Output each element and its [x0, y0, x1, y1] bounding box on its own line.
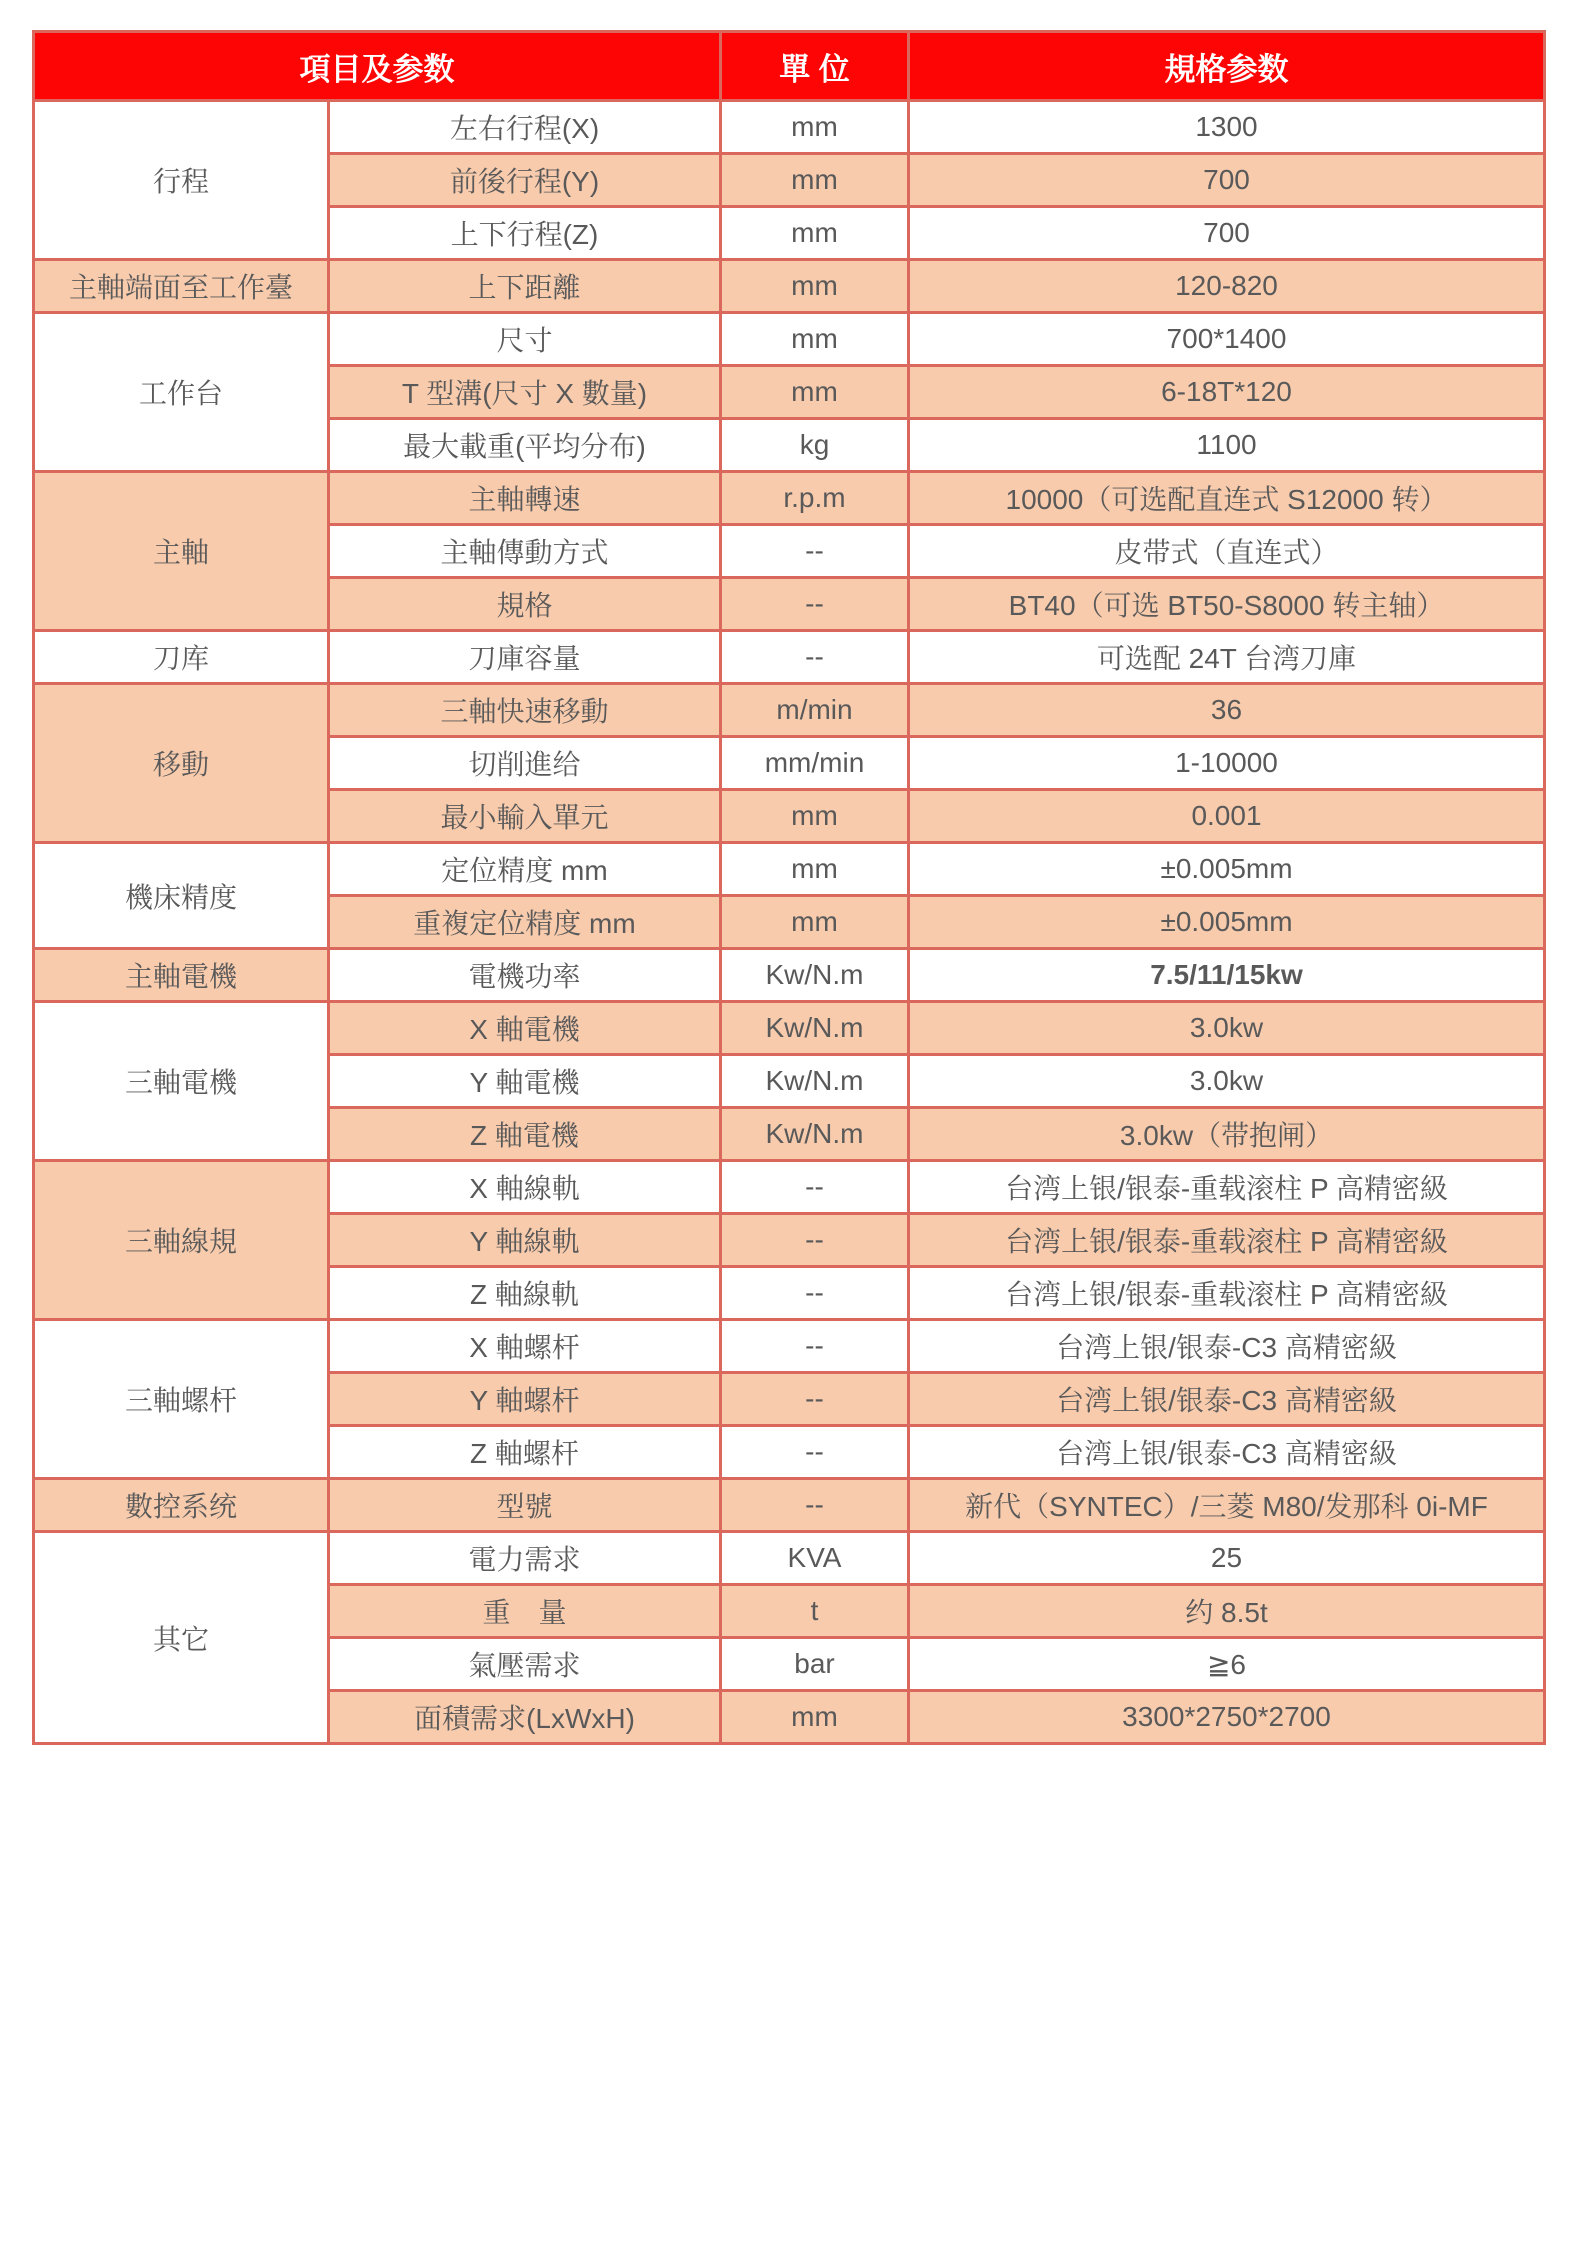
header-row: [34, 32, 1545, 101]
param-cell: Y 軸電機: [329, 1055, 721, 1108]
table-row: [34, 949, 1545, 1002]
param-cell: 三軸快速移動: [329, 684, 721, 737]
param-cell: 上下距離: [329, 260, 721, 313]
value-cell: 约 8.5t: [909, 1585, 1545, 1638]
value-cell: ±0.005mm: [909, 896, 1545, 949]
param-cell: 前後行程(Y): [329, 154, 721, 207]
value-cell: ±0.005mm: [909, 843, 1545, 896]
unit-cell: mm: [721, 260, 909, 313]
param-cell: 氣壓需求: [329, 1638, 721, 1691]
param-cell: 定位精度 mm: [329, 843, 721, 896]
value-cell: 1-10000: [909, 737, 1545, 790]
param-cell: 面積需求(LxWxH): [329, 1691, 721, 1744]
param-cell: 左右行程(X): [329, 101, 721, 154]
param-cell: 重 量: [329, 1585, 721, 1638]
unit-cell: --: [721, 1267, 909, 1320]
unit-cell: --: [721, 1161, 909, 1214]
unit-cell: --: [721, 1479, 909, 1532]
param-cell: 最大載重(平均分布): [329, 419, 721, 472]
category-cell: 工作台: [34, 313, 329, 472]
value-cell: 台湾上银/银泰-重载滚柱 P 高精密級: [909, 1161, 1545, 1214]
table-row: [34, 313, 1545, 366]
unit-cell: mm: [721, 1691, 909, 1744]
value-cell: 台湾上银/银泰-C3 高精密級: [909, 1426, 1545, 1479]
value-cell: 10000（可选配直连式 S12000 转）: [909, 472, 1545, 525]
param-cell: 主軸轉速: [329, 472, 721, 525]
unit-cell: Kw/N.m: [721, 1002, 909, 1055]
param-cell: 電力需求: [329, 1532, 721, 1585]
table-row: [34, 1479, 1545, 1532]
category-cell: 其它: [34, 1532, 329, 1744]
category-cell: 三軸螺杆: [34, 1320, 329, 1479]
value-cell: 可选配 24T 台湾刀庫: [909, 631, 1545, 684]
value-cell: 36: [909, 684, 1545, 737]
unit-cell: bar: [721, 1638, 909, 1691]
unit-cell: Kw/N.m: [721, 1055, 909, 1108]
table-row: [34, 684, 1545, 737]
unit-cell: mm/min: [721, 737, 909, 790]
category-cell: 三軸線規: [34, 1161, 329, 1320]
param-cell: 最小輸入單元: [329, 790, 721, 843]
unit-cell: t: [721, 1585, 909, 1638]
spec-table: [32, 30, 1546, 1745]
value-cell: 6-18T*120: [909, 366, 1545, 419]
value-cell: 700: [909, 207, 1545, 260]
value-cell: ≧6: [909, 1638, 1545, 1691]
param-cell: X 軸線軌: [329, 1161, 721, 1214]
header-item-column: 項目及参数: [34, 32, 721, 101]
table-row: [34, 1320, 1545, 1373]
value-cell: 3.0kw: [909, 1055, 1545, 1108]
value-cell: 1300: [909, 101, 1545, 154]
param-cell: 尺寸: [329, 313, 721, 366]
value-cell: 台湾上银/银泰-C3 高精密級: [909, 1373, 1545, 1426]
unit-cell: KVA: [721, 1532, 909, 1585]
header-unit-column: 單 位: [721, 32, 909, 101]
category-cell: 主軸: [34, 472, 329, 631]
unit-cell: --: [721, 1373, 909, 1426]
param-cell: 主軸傳動方式: [329, 525, 721, 578]
unit-cell: mm: [721, 843, 909, 896]
table-row: [34, 1002, 1545, 1055]
unit-cell: Kw/N.m: [721, 1108, 909, 1161]
category-cell: 三軸電機: [34, 1002, 329, 1161]
param-cell: Y 軸螺杆: [329, 1373, 721, 1426]
param-cell: Y 軸線軌: [329, 1214, 721, 1267]
value-cell: 120-820: [909, 260, 1545, 313]
table-row: [34, 101, 1545, 154]
unit-cell: mm: [721, 790, 909, 843]
unit-cell: r.p.m: [721, 472, 909, 525]
category-cell: 機床精度: [34, 843, 329, 949]
unit-cell: m/min: [721, 684, 909, 737]
unit-cell: mm: [721, 207, 909, 260]
param-cell: T 型溝(尺寸 X 數量): [329, 366, 721, 419]
value-cell: 0.001: [909, 790, 1545, 843]
unit-cell: mm: [721, 366, 909, 419]
value-cell: 7.5/11/15kw: [909, 949, 1545, 1002]
value-cell: 皮带式（直连式）: [909, 525, 1545, 578]
header-spec-column: 規格参数: [909, 32, 1545, 101]
category-cell: 數控系统: [34, 1479, 329, 1532]
param-cell: X 軸螺杆: [329, 1320, 721, 1373]
unit-cell: --: [721, 1426, 909, 1479]
param-cell: Z 軸線軌: [329, 1267, 721, 1320]
value-cell: 3.0kw（带抱闸）: [909, 1108, 1545, 1161]
unit-cell: mm: [721, 154, 909, 207]
unit-cell: --: [721, 525, 909, 578]
unit-cell: mm: [721, 101, 909, 154]
unit-cell: kg: [721, 419, 909, 472]
table-row: [34, 472, 1545, 525]
param-cell: 刀庫容量: [329, 631, 721, 684]
unit-cell: --: [721, 631, 909, 684]
param-cell: Z 軸電機: [329, 1108, 721, 1161]
param-cell: 電機功率: [329, 949, 721, 1002]
value-cell: 台湾上银/银泰-重载滚柱 P 高精密級: [909, 1267, 1545, 1320]
unit-cell: --: [721, 1214, 909, 1267]
table-row: [34, 1532, 1545, 1585]
value-cell: 3.0kw: [909, 1002, 1545, 1055]
category-cell: 行程: [34, 101, 329, 260]
table-row: [34, 843, 1545, 896]
param-cell: 規格: [329, 578, 721, 631]
value-cell: 新代（SYNTEC）/三菱 M80/发那科 0i-MF: [909, 1479, 1545, 1532]
table-row: [34, 260, 1545, 313]
value-cell: 3300*2750*2700: [909, 1691, 1545, 1744]
value-cell: 台湾上银/银泰-重载滚柱 P 高精密級: [909, 1214, 1545, 1267]
param-cell: 上下行程(Z): [329, 207, 721, 260]
unit-cell: --: [721, 1320, 909, 1373]
table-row: [34, 1161, 1545, 1214]
unit-cell: --: [721, 578, 909, 631]
param-cell: 重複定位精度 mm: [329, 896, 721, 949]
category-cell: 刀库: [34, 631, 329, 684]
param-cell: X 軸電機: [329, 1002, 721, 1055]
unit-cell: mm: [721, 896, 909, 949]
table-row: [34, 631, 1545, 684]
value-cell: 700: [909, 154, 1545, 207]
value-cell: 25: [909, 1532, 1545, 1585]
category-cell: 移動: [34, 684, 329, 843]
param-cell: 切削進给: [329, 737, 721, 790]
unit-cell: Kw/N.m: [721, 949, 909, 1002]
unit-cell: mm: [721, 313, 909, 366]
value-cell: BT40（可选 BT50-S8000 转主轴）: [909, 578, 1545, 631]
category-cell: 主軸端面至工作臺: [34, 260, 329, 313]
value-cell: 700*1400: [909, 313, 1545, 366]
value-cell: 台湾上银/银泰-C3 高精密級: [909, 1320, 1545, 1373]
category-cell: 主軸電機: [34, 949, 329, 1002]
param-cell: 型號: [329, 1479, 721, 1532]
value-cell: 1100: [909, 419, 1545, 472]
param-cell: Z 軸螺杆: [329, 1426, 721, 1479]
